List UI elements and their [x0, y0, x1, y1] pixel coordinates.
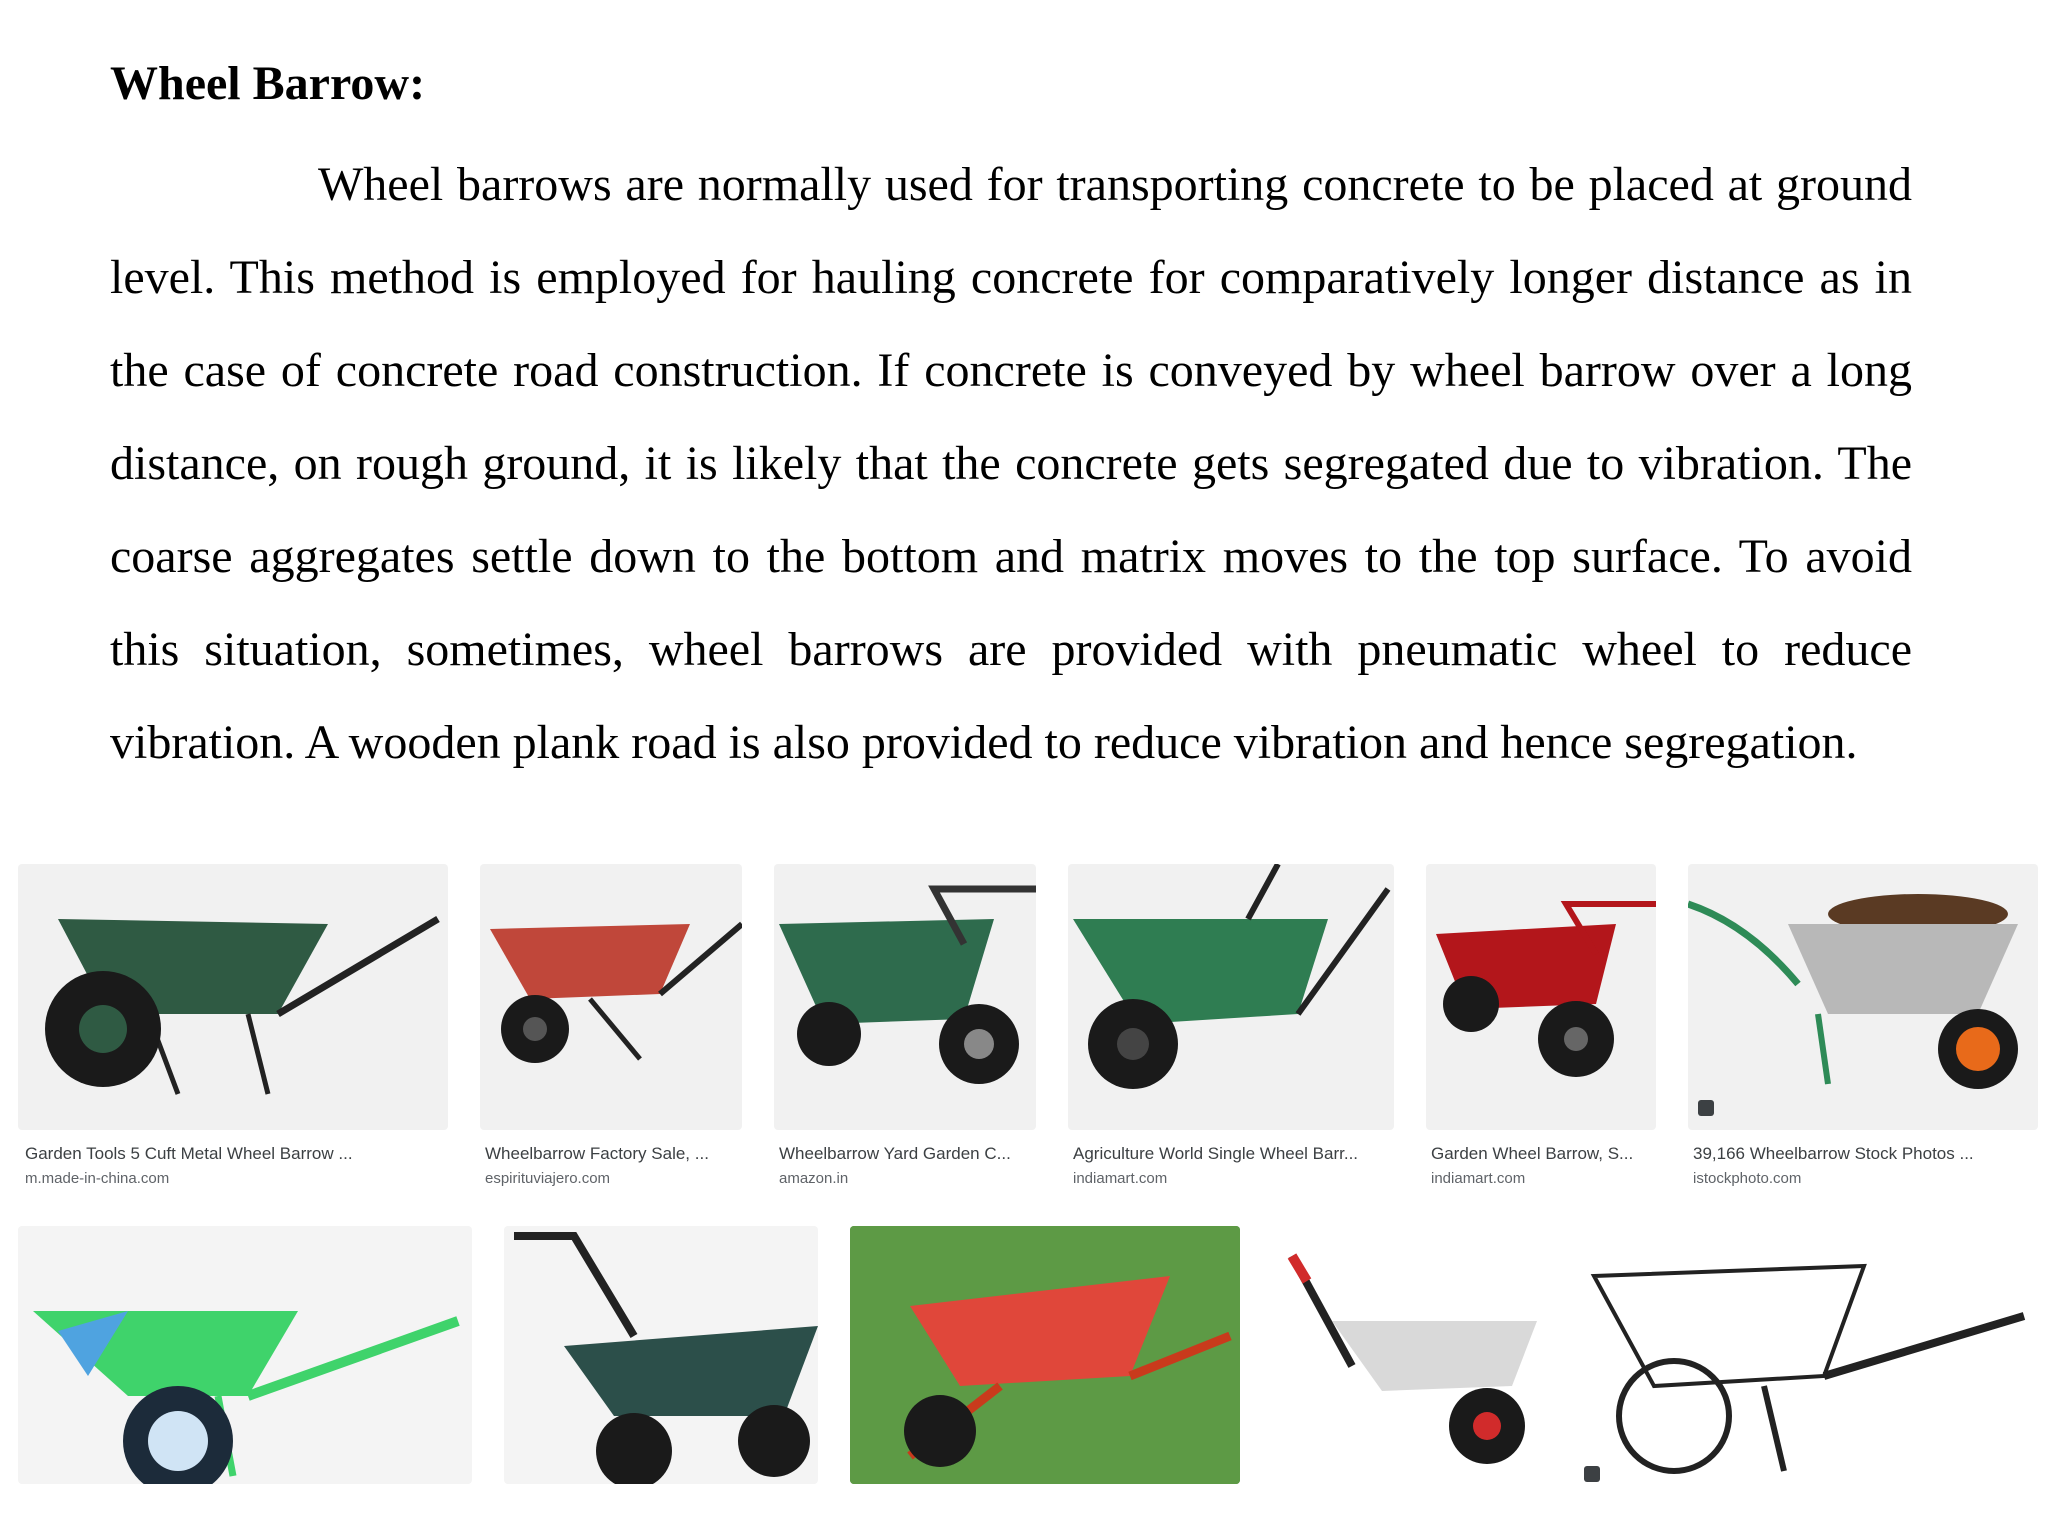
caption-title: 39,166 Wheelbarrow Stock Photos ... — [1693, 1144, 1974, 1163]
wheelbarrow-image — [480, 864, 742, 1130]
image-result-8[interactable] — [504, 1226, 818, 1484]
caption-title: Garden Tools 5 Cuft Metal Wheel Barrow ... — [25, 1144, 353, 1163]
image-caption-5[interactable] — [1431, 1144, 1646, 1187]
image-result-11[interactable] — [1574, 1226, 2038, 1484]
wheelbarrow-image — [774, 864, 1036, 1130]
caption-source: indiamart.com — [1073, 1170, 1168, 1187]
wheelbarrow-image — [850, 1226, 1240, 1484]
caption-title: Wheelbarrow Yard Garden C... — [779, 1144, 1011, 1163]
image-result-5[interactable] — [1426, 864, 1656, 1130]
section-heading: Wheel Barrow: — [110, 57, 426, 110]
image-result-1[interactable] — [18, 864, 448, 1130]
body-paragraph: Wheel barrows are normally used for transporting concrete to be placed at ground level. This method is employed for hauling concrete for comparatively longer distance as in the case of concrete road construction. If concrete is conveyed by wheel barrow over a long distance, on rough ground, it is likely that the concrete gets segregated due to vibration. The coarse aggregates settle down to the bottom and matrix moves to the top surface. To avoid this situation, sometimes, wheel barrows are provided with pneumatic wheel to reduce vibration. A wooden plank road is also provided to reduce vibration and hence segregation. — [110, 158, 1912, 769]
wheelbarrow-image — [1688, 864, 2038, 1130]
image-result-10[interactable] — [1272, 1226, 1542, 1484]
image-badge-icon — [1698, 1100, 1714, 1116]
caption-source: amazon.in — [779, 1170, 849, 1187]
image-result-3[interactable] — [774, 864, 1036, 1130]
image-caption-1[interactable] — [25, 1144, 425, 1187]
image-result-6[interactable] — [1688, 864, 2038, 1130]
wheelbarrow-image — [504, 1226, 818, 1484]
caption-source: m.made-in-china.com — [25, 1170, 170, 1187]
caption-source: espirituviajero.com — [485, 1170, 611, 1187]
caption-title: Garden Wheel Barrow, S... — [1431, 1144, 1634, 1163]
wheelbarrow-image — [18, 864, 448, 1130]
image-caption-2[interactable] — [485, 1144, 730, 1187]
caption-source: indiamart.com — [1431, 1170, 1526, 1187]
caption-title: Agriculture World Single Wheel Barr... — [1073, 1144, 1359, 1163]
image-result-2[interactable] — [480, 864, 742, 1130]
image-badge-icon — [1584, 1466, 1600, 1482]
wheelbarrow-image — [1272, 1226, 1542, 1484]
image-result-9[interactable] — [850, 1226, 1240, 1484]
wheelbarrow-image — [18, 1226, 472, 1484]
wheelbarrow-image — [1068, 864, 1394, 1130]
image-caption-3[interactable] — [779, 1144, 1024, 1187]
wheelbarrow-image — [1426, 864, 1656, 1130]
caption-title: Wheelbarrow Factory Sale, ... — [485, 1144, 709, 1163]
caption-source: istockphoto.com — [1693, 1170, 1802, 1187]
wheelbarrow-image — [1574, 1226, 2038, 1484]
image-caption-4[interactable] — [1073, 1144, 1385, 1187]
image-result-4[interactable] — [1068, 864, 1394, 1130]
image-result-7[interactable] — [18, 1226, 472, 1484]
image-caption-6[interactable] — [1693, 1144, 2033, 1187]
